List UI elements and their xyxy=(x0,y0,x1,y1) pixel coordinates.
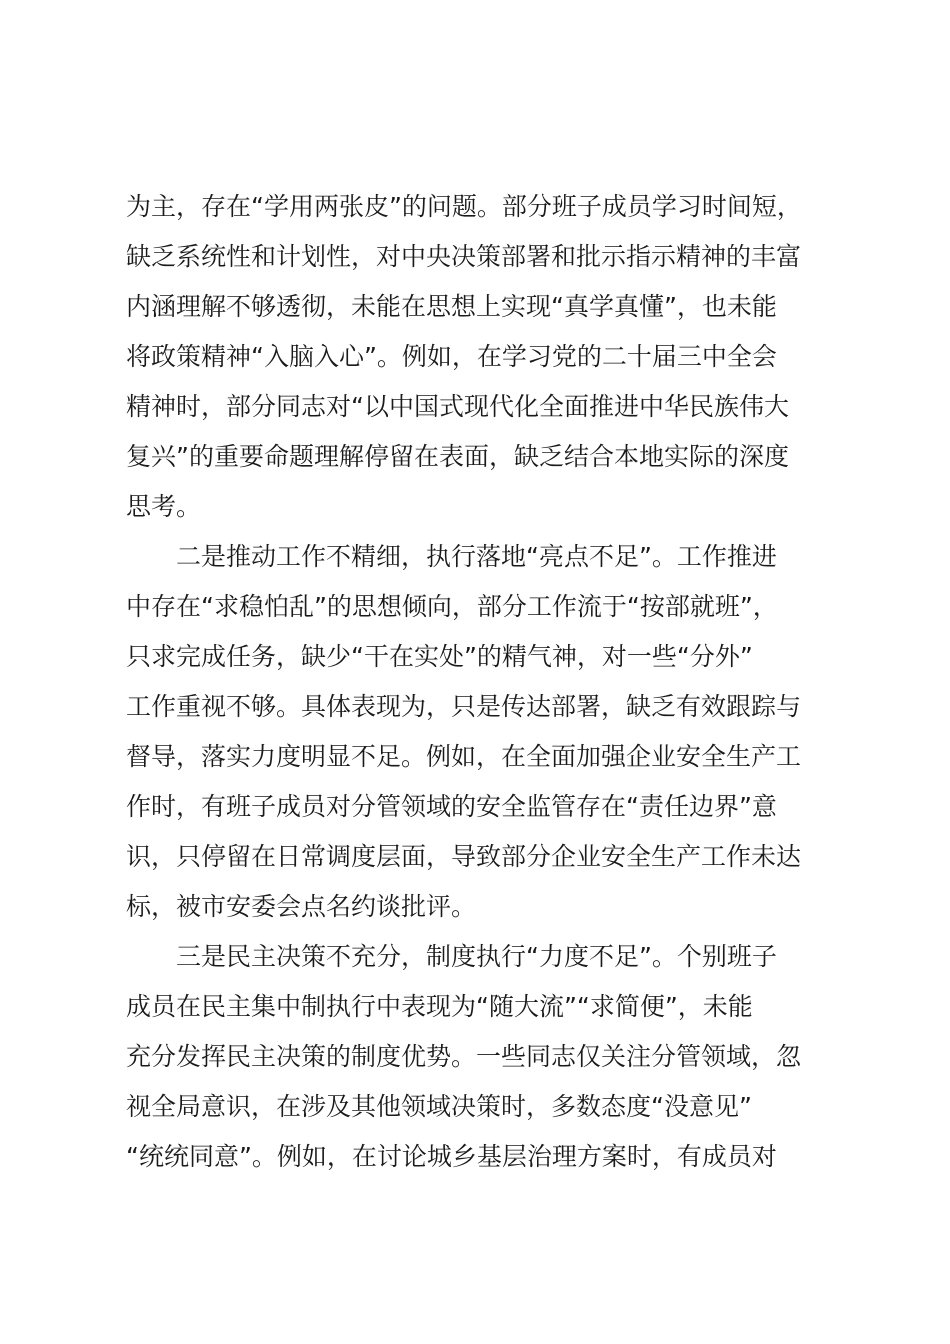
text-line: 精神时，部分同志对“以中国式现代化全面推进中华民族伟大 xyxy=(126,392,789,421)
text-line: 识，只停留在日常调度层面，导致部分企业安全生产工作未达 xyxy=(126,842,802,871)
text-line: 思考。 xyxy=(126,492,202,521)
text-line: 督导，落实力度明显不足。例如，在全面加强企业安全生产工 xyxy=(126,742,802,771)
body-text xyxy=(126,182,846,1182)
text-line: “统统同意”。例如，在讨论城乡基层治理方案时，有成员对 xyxy=(126,1142,777,1171)
text-line: 作时，有班子成员对分管领域的安全监管存在“责任边界”意 xyxy=(126,792,777,821)
text-line: 工作重视不够。具体表现为，只是传达部署，缺乏有效跟踪与 xyxy=(126,692,802,721)
text-line: 三是民主决策不充分，制度执行“力度不足”。个别班子 xyxy=(126,942,777,971)
text-line: 成员在民主集中制执行中表现为“随大流”“求简便”，未能 xyxy=(126,992,753,1021)
text-line: 为主，存在“学用两张皮”的问题。部分班子成员学习时间短， xyxy=(126,192,802,221)
text-line: 标，被市安委会点名约谈批评。 xyxy=(126,892,477,921)
text-line: 将政策精神“入脑入心”。例如，在学习党的二十届三中全会 xyxy=(126,342,777,371)
text-line: 内涵理解不够透彻，未能在思想上实现“真学真懂”，也未能 xyxy=(126,292,777,321)
text-line: 复兴”的重要命题理解停留在表面，缺乏结合本地实际的深度 xyxy=(126,442,789,471)
text-line: 中存在“求稳怕乱”的思想倾向，部分工作流于“按部就班”， xyxy=(126,592,778,621)
text-line: 视全局意识，在涉及其他领域决策时，多数态度“没意见” xyxy=(126,1092,752,1121)
text-line: 只求完成任务，缺少“干在实处”的精气神，对一些“分外” xyxy=(126,642,753,671)
text-line: 二是推动工作不精细，执行落地“亮点不足”。工作推进 xyxy=(126,542,777,571)
text-line: 缺乏系统性和计划性，对中央决策部署和批示指示精神的丰富 xyxy=(126,242,802,271)
text-line: 充分发挥民主决策的制度优势。一些同志仅关注分管领域，忽 xyxy=(126,1042,802,1071)
